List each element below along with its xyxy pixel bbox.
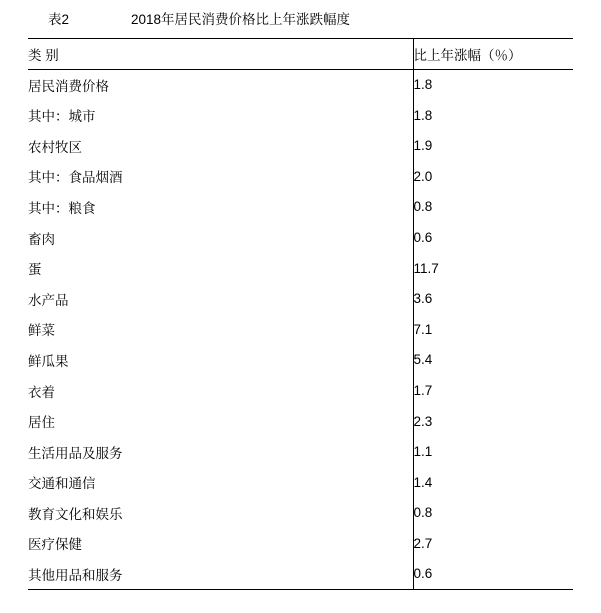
row-category: 其他用品和服务 — [28, 559, 413, 590]
table-row — [28, 100, 573, 131]
row-value: 5.4 — [413, 352, 433, 368]
row-category: 其中：城市 — [28, 100, 413, 131]
row-value: 2.3 — [413, 413, 433, 429]
row-value: 1.7 — [413, 383, 433, 399]
table-row — [28, 130, 573, 161]
row-category: 居住 — [28, 406, 413, 437]
table-row — [28, 222, 573, 253]
row-value: 0.8 — [413, 505, 433, 521]
row-category: 教育文化和娱乐 — [28, 498, 413, 529]
row-value: 1.8 — [413, 77, 433, 93]
row-category: 衣着 — [28, 375, 413, 406]
row-category: 居民消费价格 — [28, 69, 413, 100]
row-category: 其中：食品烟酒 — [28, 161, 413, 192]
row-category: 农村牧区 — [28, 130, 413, 161]
row-value: 0.8 — [413, 199, 433, 215]
table-row — [28, 314, 573, 345]
row-value: 1.1 — [413, 444, 433, 460]
table-row — [28, 345, 573, 376]
column-header-category: 类 别 — [28, 39, 413, 70]
table-caption-title: 2018年居民消费价格比上年涨跌幅度 — [131, 12, 351, 27]
table-header — [28, 39, 573, 70]
table-caption-label: 表2 — [48, 12, 70, 27]
table-body — [28, 69, 573, 589]
row-value: 1.4 — [413, 474, 433, 490]
table-row — [28, 375, 573, 406]
row-value: 11.7 — [413, 260, 439, 276]
table-row — [28, 69, 573, 100]
row-value: 0.6 — [413, 230, 433, 246]
row-category: 鲜瓜果 — [28, 345, 413, 376]
row-value: 1.8 — [413, 107, 433, 123]
row-category: 水产品 — [28, 283, 413, 314]
table-row — [28, 559, 573, 590]
table-row — [28, 192, 573, 223]
column-header-value: 比上年涨幅（％） — [413, 39, 573, 70]
table-caption — [0, 0, 601, 38]
row-value: 2.0 — [413, 168, 433, 184]
row-value: 0.6 — [413, 559, 573, 590]
table-row — [28, 528, 573, 559]
cpi-table — [28, 38, 573, 590]
table-row — [28, 283, 573, 314]
table-row — [28, 406, 573, 437]
table-row — [28, 436, 573, 467]
table-row — [28, 161, 573, 192]
row-category: 畜肉 — [28, 222, 413, 253]
row-value: 3.6 — [413, 291, 433, 307]
row-category: 交通和通信 — [28, 467, 413, 498]
row-value: 7.1 — [413, 321, 433, 337]
row-category: 生活用品及服务 — [28, 436, 413, 467]
row-value: 1.9 — [413, 138, 433, 154]
table-row — [28, 467, 573, 498]
table-row — [28, 498, 573, 529]
table-row — [28, 253, 573, 284]
row-category: 蛋 — [28, 253, 413, 284]
table-header-row — [28, 39, 573, 70]
row-category: 鲜菜 — [28, 314, 413, 345]
row-category: 医疗保健 — [28, 528, 413, 559]
row-value: 2.7 — [413, 535, 433, 551]
row-category: 其中：粮食 — [28, 192, 413, 223]
